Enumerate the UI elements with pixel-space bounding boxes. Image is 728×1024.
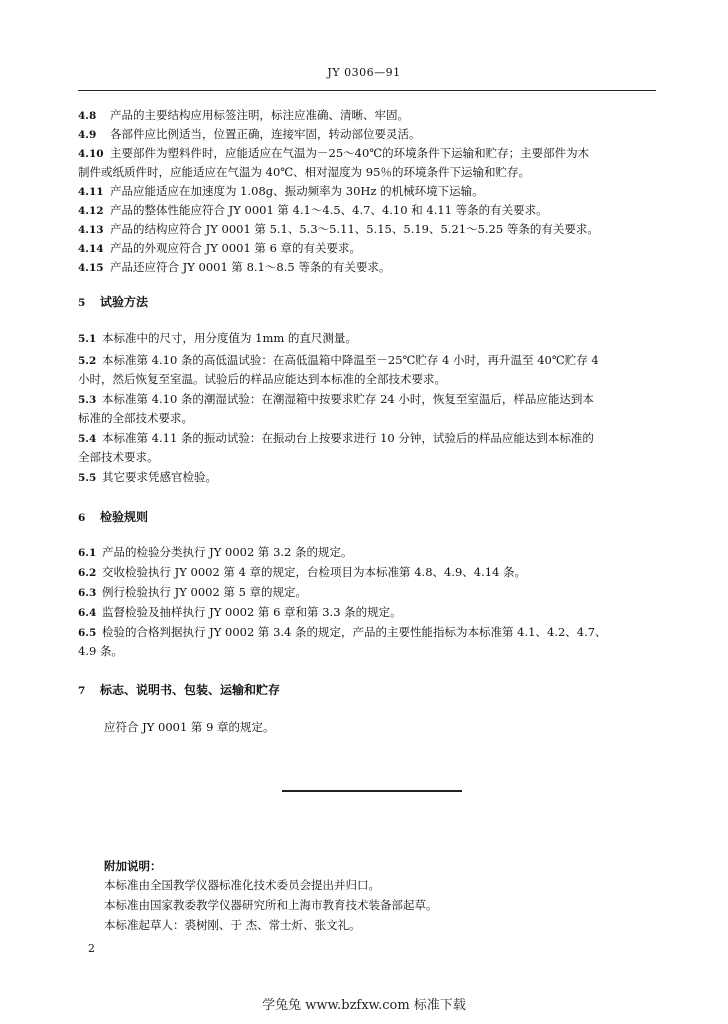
clause-5-4-cont: 全部技术要求。 (78, 450, 159, 464)
clause-4-9: 4.9 各部件应比例适当，位置正确，连接牢固，转动部位要灵活。 (78, 127, 421, 141)
clause-5-3-cont: 标准的全部技术要求。 (78, 411, 193, 425)
clause-4-10: 4.10 主要部件为塑料件时，应能适应在气温为－25～40℃的环境条件下运输和贮存；主要部件为木 (78, 146, 590, 160)
clause-4-15: 4.15 产品还应符合 JY 0001 第 8.1～8.5 等条的有关要求。 (78, 260, 391, 274)
section-6-heading: 6 检验规则 (78, 510, 149, 524)
clause-6-1: 6.1 产品的检验分类执行 JY 0002 第 3.2 条的规定。 (78, 545, 353, 559)
clause-6-4: 6.4 监督检验及抽样执行 JY 0002 第 6 章和第 3.3 条的规定。 (78, 605, 402, 619)
clause-5-3: 5.3 本标准第 4.10 条的潮湿试验：在潮湿箱中按要求贮存 24 小时，恢复至室温后，样品应能达到本 (78, 392, 594, 406)
clause-5-2: 5.2 本标准第 4.10 条的高低温试验：在高低温箱中降温至－25℃贮存 4 小时，再升温至 40℃贮存 4 (78, 353, 599, 367)
clause-6-5-cont: 4.9 条。 (78, 644, 123, 658)
clause-6-3: 6.3 例行检验执行 JY 0002 第 5 章的规定。 (78, 585, 308, 599)
section-7-heading: 7 标志、说明书、包装、运输和贮存 (78, 683, 281, 697)
section-5-heading: 5 试验方法 (78, 295, 149, 309)
clause-5-1: 5.1 本标准中的尺寸，用分度值为 1mm 的直尺测量。 (78, 331, 357, 345)
page-number: 2 (88, 942, 95, 955)
end-rule (282, 790, 462, 792)
clause-4-8: 4.8 产品的主要结构应用标签注明，标注应准确、清晰、牢固。 (78, 108, 409, 122)
clause-5-2-cont: 小时，然后恢复至室温。试验后的样品应能达到本标准的全部技术要求。 (78, 372, 446, 386)
header-divider (78, 90, 656, 91)
note-line-3: 本标准起草人：裘树刚、于 杰、常士炘、张文礼。 (104, 918, 361, 932)
clause-6-5: 6.5 检验的合格判据执行 JY 0002 第 3.4 条的规定，产品的主要性能指标为本标准第 4.1、4.2、4.7、 (78, 625, 607, 639)
clause-4-14: 4.14 产品的外观应符合 JY 0001 第 6 章的有关要求。 (78, 241, 362, 255)
note-line-2: 本标准由国家教委教学仪器研究所和上海市教育技术装备部起草。 (104, 898, 438, 912)
clause-4-10-cont: 制件或纸质件时，应能适应在气温为 40℃、相对湿度为 95％的环境条件下运输和贮存。 (78, 165, 530, 179)
standard-code-header: JY 0306—91 (327, 66, 401, 79)
watermark-footer: 学兔兔 www.bzfxw.com 标准下载 (262, 998, 466, 1013)
clause-4-12: 4.12 产品的整体性能应符合 JY 0001 第 4.1～4.5、4.7、4.10 和 4.11 等条的有关要求。 (78, 203, 548, 217)
clause-6-2: 6.2 交收检验执行 JY 0002 第 4 章的规定，台检项目为本标准第 4.8、4.9、4.14 条。 (78, 565, 527, 579)
note-title: 附加说明： (104, 859, 162, 873)
clause-5-4: 5.4 本标准第 4.11 条的振动试验：在振动台上按要求进行 10 分钟，试验后的样品应能达到本标准的 (78, 431, 594, 445)
clause-4-13: 4.13 产品的结构应符合 JY 0001 第 5.1、5.3～5.11、5.15、5.19、5.21～5.25 等条的有关要求。 (78, 222, 599, 236)
clause-5-5: 5.5 其它要求凭感官检验。 (78, 470, 217, 484)
section-7-body: 应符合 JY 0001 第 9 章的规定。 (104, 720, 275, 734)
clause-4-11: 4.11 产品应能适应在加速度为 1.08g、振动频率为 30Hz 的机械环境下运输。 (78, 184, 484, 198)
note-line-1: 本标准由全国教学仪器标准化技术委员会提出并归口。 (104, 878, 380, 892)
